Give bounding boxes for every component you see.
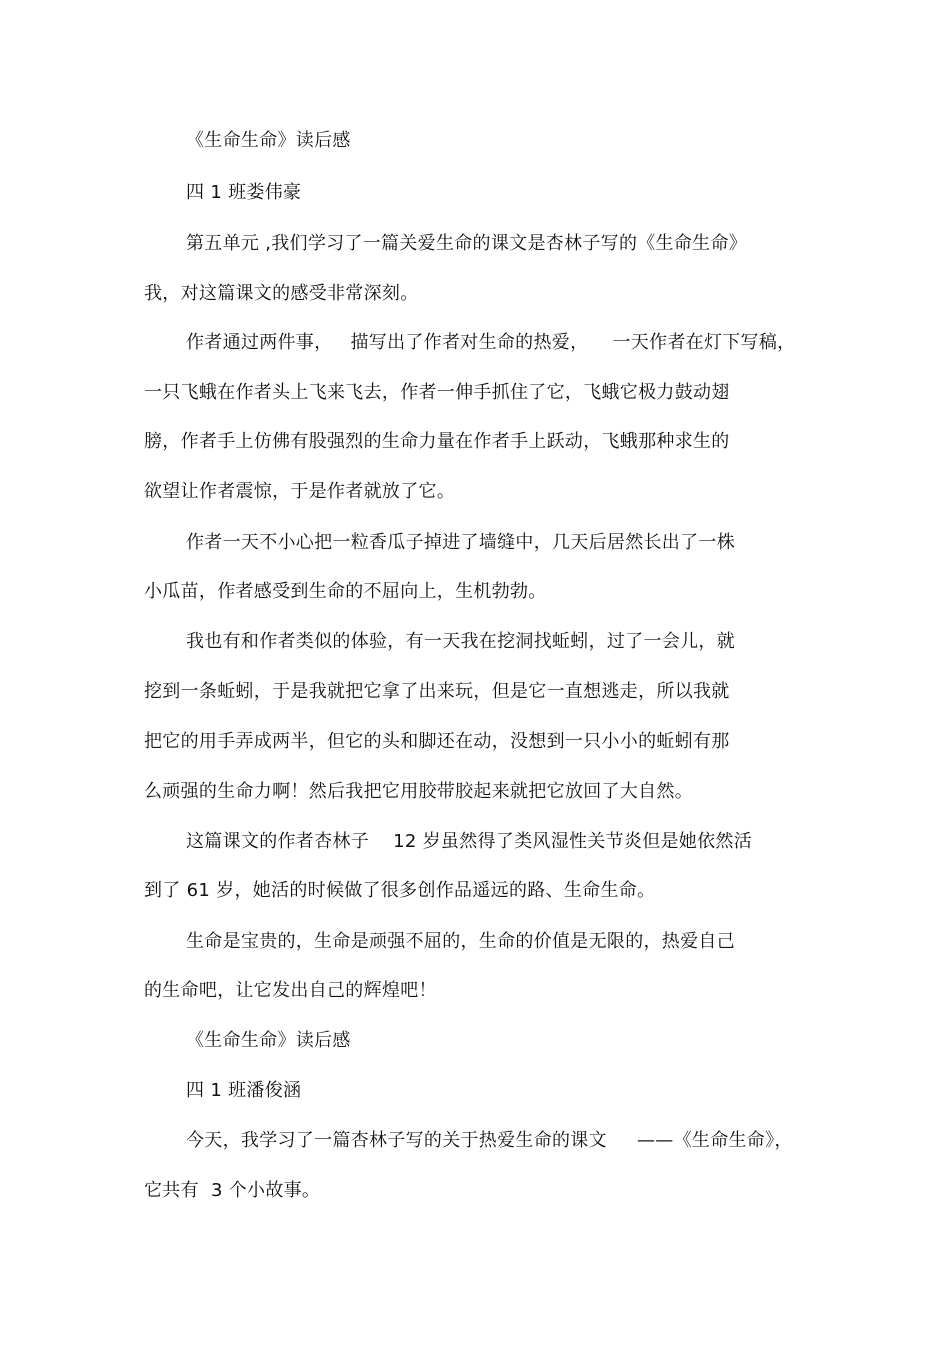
paragraph-line: 欲望让作者震惊，于是作者就放了它。 xyxy=(144,481,456,502)
paragraph-line: 它共有 3 个小故事。 xyxy=(144,1180,321,1201)
paragraph-line: 第五单元 ,我们学习了一篇关爱生命的课文是杏林子写的《生命生命》 xyxy=(186,233,748,254)
paragraph-line: 小瓜苗，作者感受到生命的不屈向上，生机勃勃。 xyxy=(144,581,547,602)
paragraph-line: 把它的用手弄成两半，但它的头和脚还在动，没想到一只小小的蚯蚓有那 xyxy=(144,731,730,752)
paragraph-line: 挖到一条蚯蚓，于是我就把它拿了出来玩，但是它一直想逃走，所以我就 xyxy=(144,681,730,702)
paragraph-line: 的生命吧，让它发出自己的辉煌吧！ xyxy=(144,980,437,1001)
paragraph-line: 这篇课文的作者杏林子 12 岁虽然得了类风湿性关节炎但是她依然活 xyxy=(186,831,753,852)
paragraph-line: 到了 61 岁，她活的时候做了很多创作品遥远的路、生命生命。 xyxy=(144,880,656,901)
paragraph-line: 今天，我学习了一篇杏林子写的关于热爱生命的课文 ——《生命生命》， xyxy=(186,1130,793,1151)
paragraph-line: 一只飞蛾在作者头上飞来飞去，作者一伸手抓住了它，飞蛾它极力鼓动翅 xyxy=(144,382,730,403)
paragraph-line: 生命是宝贵的，生命是顽强不屈的，生命的价值是无限的，热爱自己 xyxy=(186,931,735,952)
author-line: 四 1 班潘俊涵 xyxy=(186,1080,302,1101)
essay-title: 《生命生命》读后感 xyxy=(186,130,351,151)
paragraph-line: 我也有和作者类似的体验，有一天我在挖洞找蚯蚓，过了一会儿，就 xyxy=(186,631,735,652)
essay-title: 《生命生命》读后感 xyxy=(186,1030,351,1051)
paragraph-line: 我，对这篇课文的感受非常深刻。 xyxy=(144,283,419,304)
paragraph-line: 膀，作者手上仿佛有股强烈的生命力量在作者手上跃动，飞蛾那种求生的 xyxy=(144,431,730,452)
paragraph-line: 么顽强的生命力啊！然后我把它用胶带胶起来就把它放回了大自然。 xyxy=(144,781,693,802)
paragraph-line: 作者通过两件事， 描写出了作者对生命的热爱， 一天作者在灯下写稿， xyxy=(186,332,796,353)
paragraph-line: 作者一天不小心把一粒香瓜子掉进了墙缝中，几天后居然长出了一株 xyxy=(186,532,735,553)
author-line: 四 1 班娄伟豪 xyxy=(186,182,302,203)
